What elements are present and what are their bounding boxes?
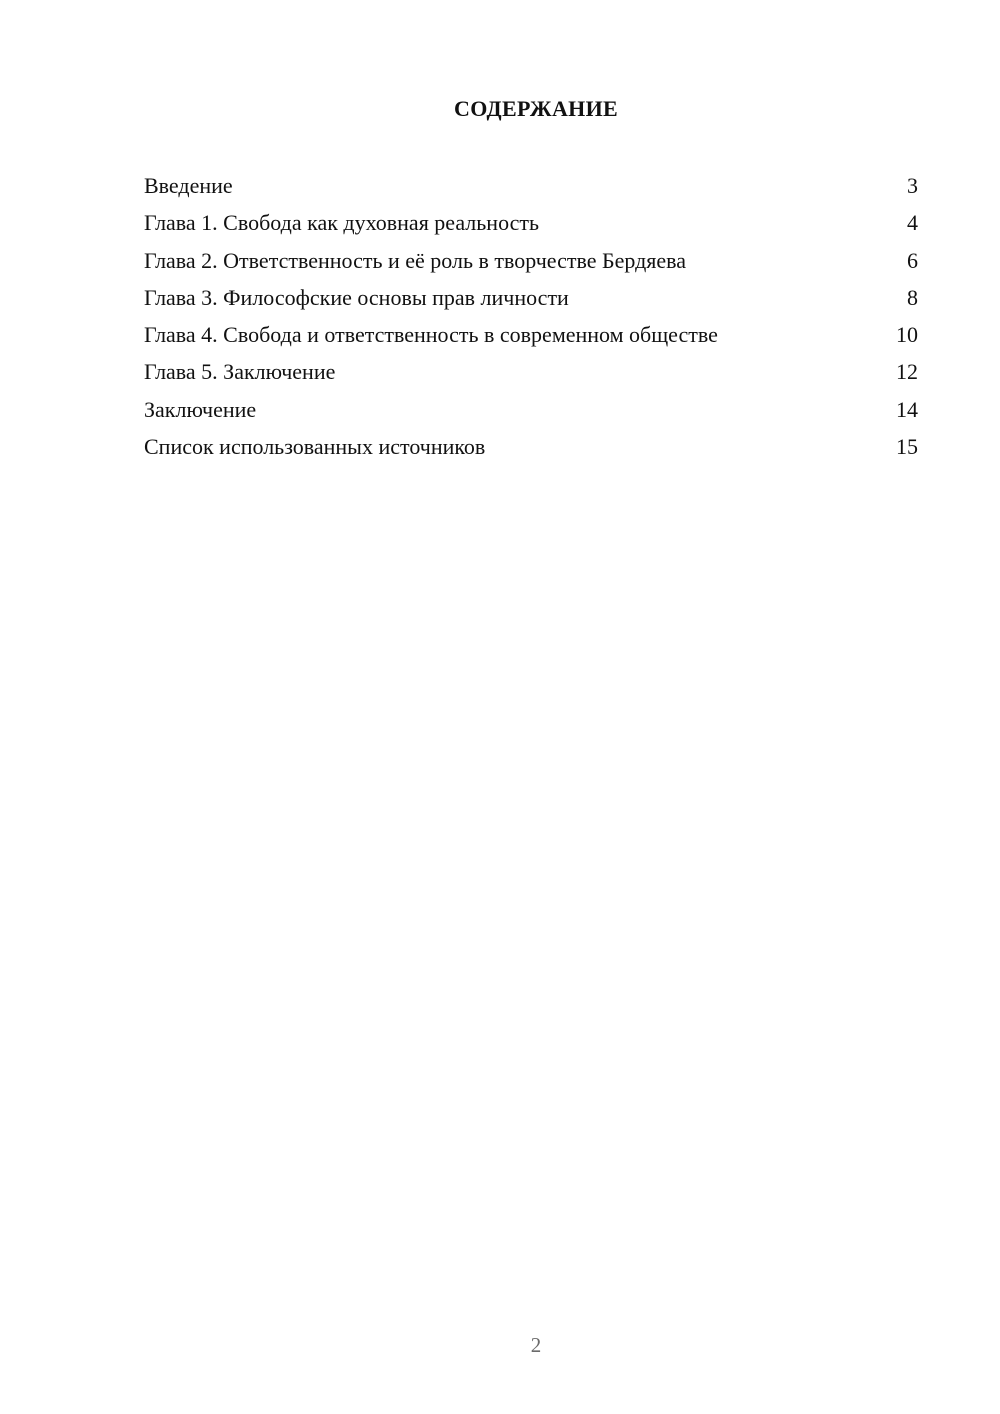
toc-entry-page: 6 [907,247,918,273]
table-of-contents [144,167,918,465]
toc-entry-label: Заключение [144,396,257,422]
toc-entry-label: Список использованных источников [144,434,486,460]
toc-entry-page: 12 [896,359,918,385]
toc-entry-page: 10 [896,322,918,348]
toc-entry-page: 8 [907,284,918,310]
toc-entry [144,353,918,390]
toc-entry [144,391,918,428]
toc-entry [144,279,918,316]
page-title: СОДЕРЖАНИЕ [454,96,618,121]
toc-entry-label: Глава 2. Ответственность и её роль в творчестве Бердяева [144,247,687,273]
toc-entry [144,167,918,204]
toc-entry-label: Глава 3. Философские основы прав личности [144,284,569,310]
page-number: 2 [530,1333,542,1357]
toc-entry [144,428,918,465]
toc-entry-label: Глава 1. Свобода как духовная реальность [144,210,540,236]
toc-entry-page: 4 [907,210,918,236]
toc-entry-page: 3 [907,173,918,198]
toc-entry-page: 15 [896,434,918,460]
toc-entry-label: Введение [144,173,233,198]
toc-entry-label: Глава 4. Свобода и ответственность в современном обществе [144,322,718,348]
toc-entry [144,316,918,353]
toc-entry-page: 14 [896,396,918,422]
toc-entry-label: Глава 5. Заключение [144,359,336,385]
toc-entry [144,204,918,241]
toc-entry [144,242,918,279]
